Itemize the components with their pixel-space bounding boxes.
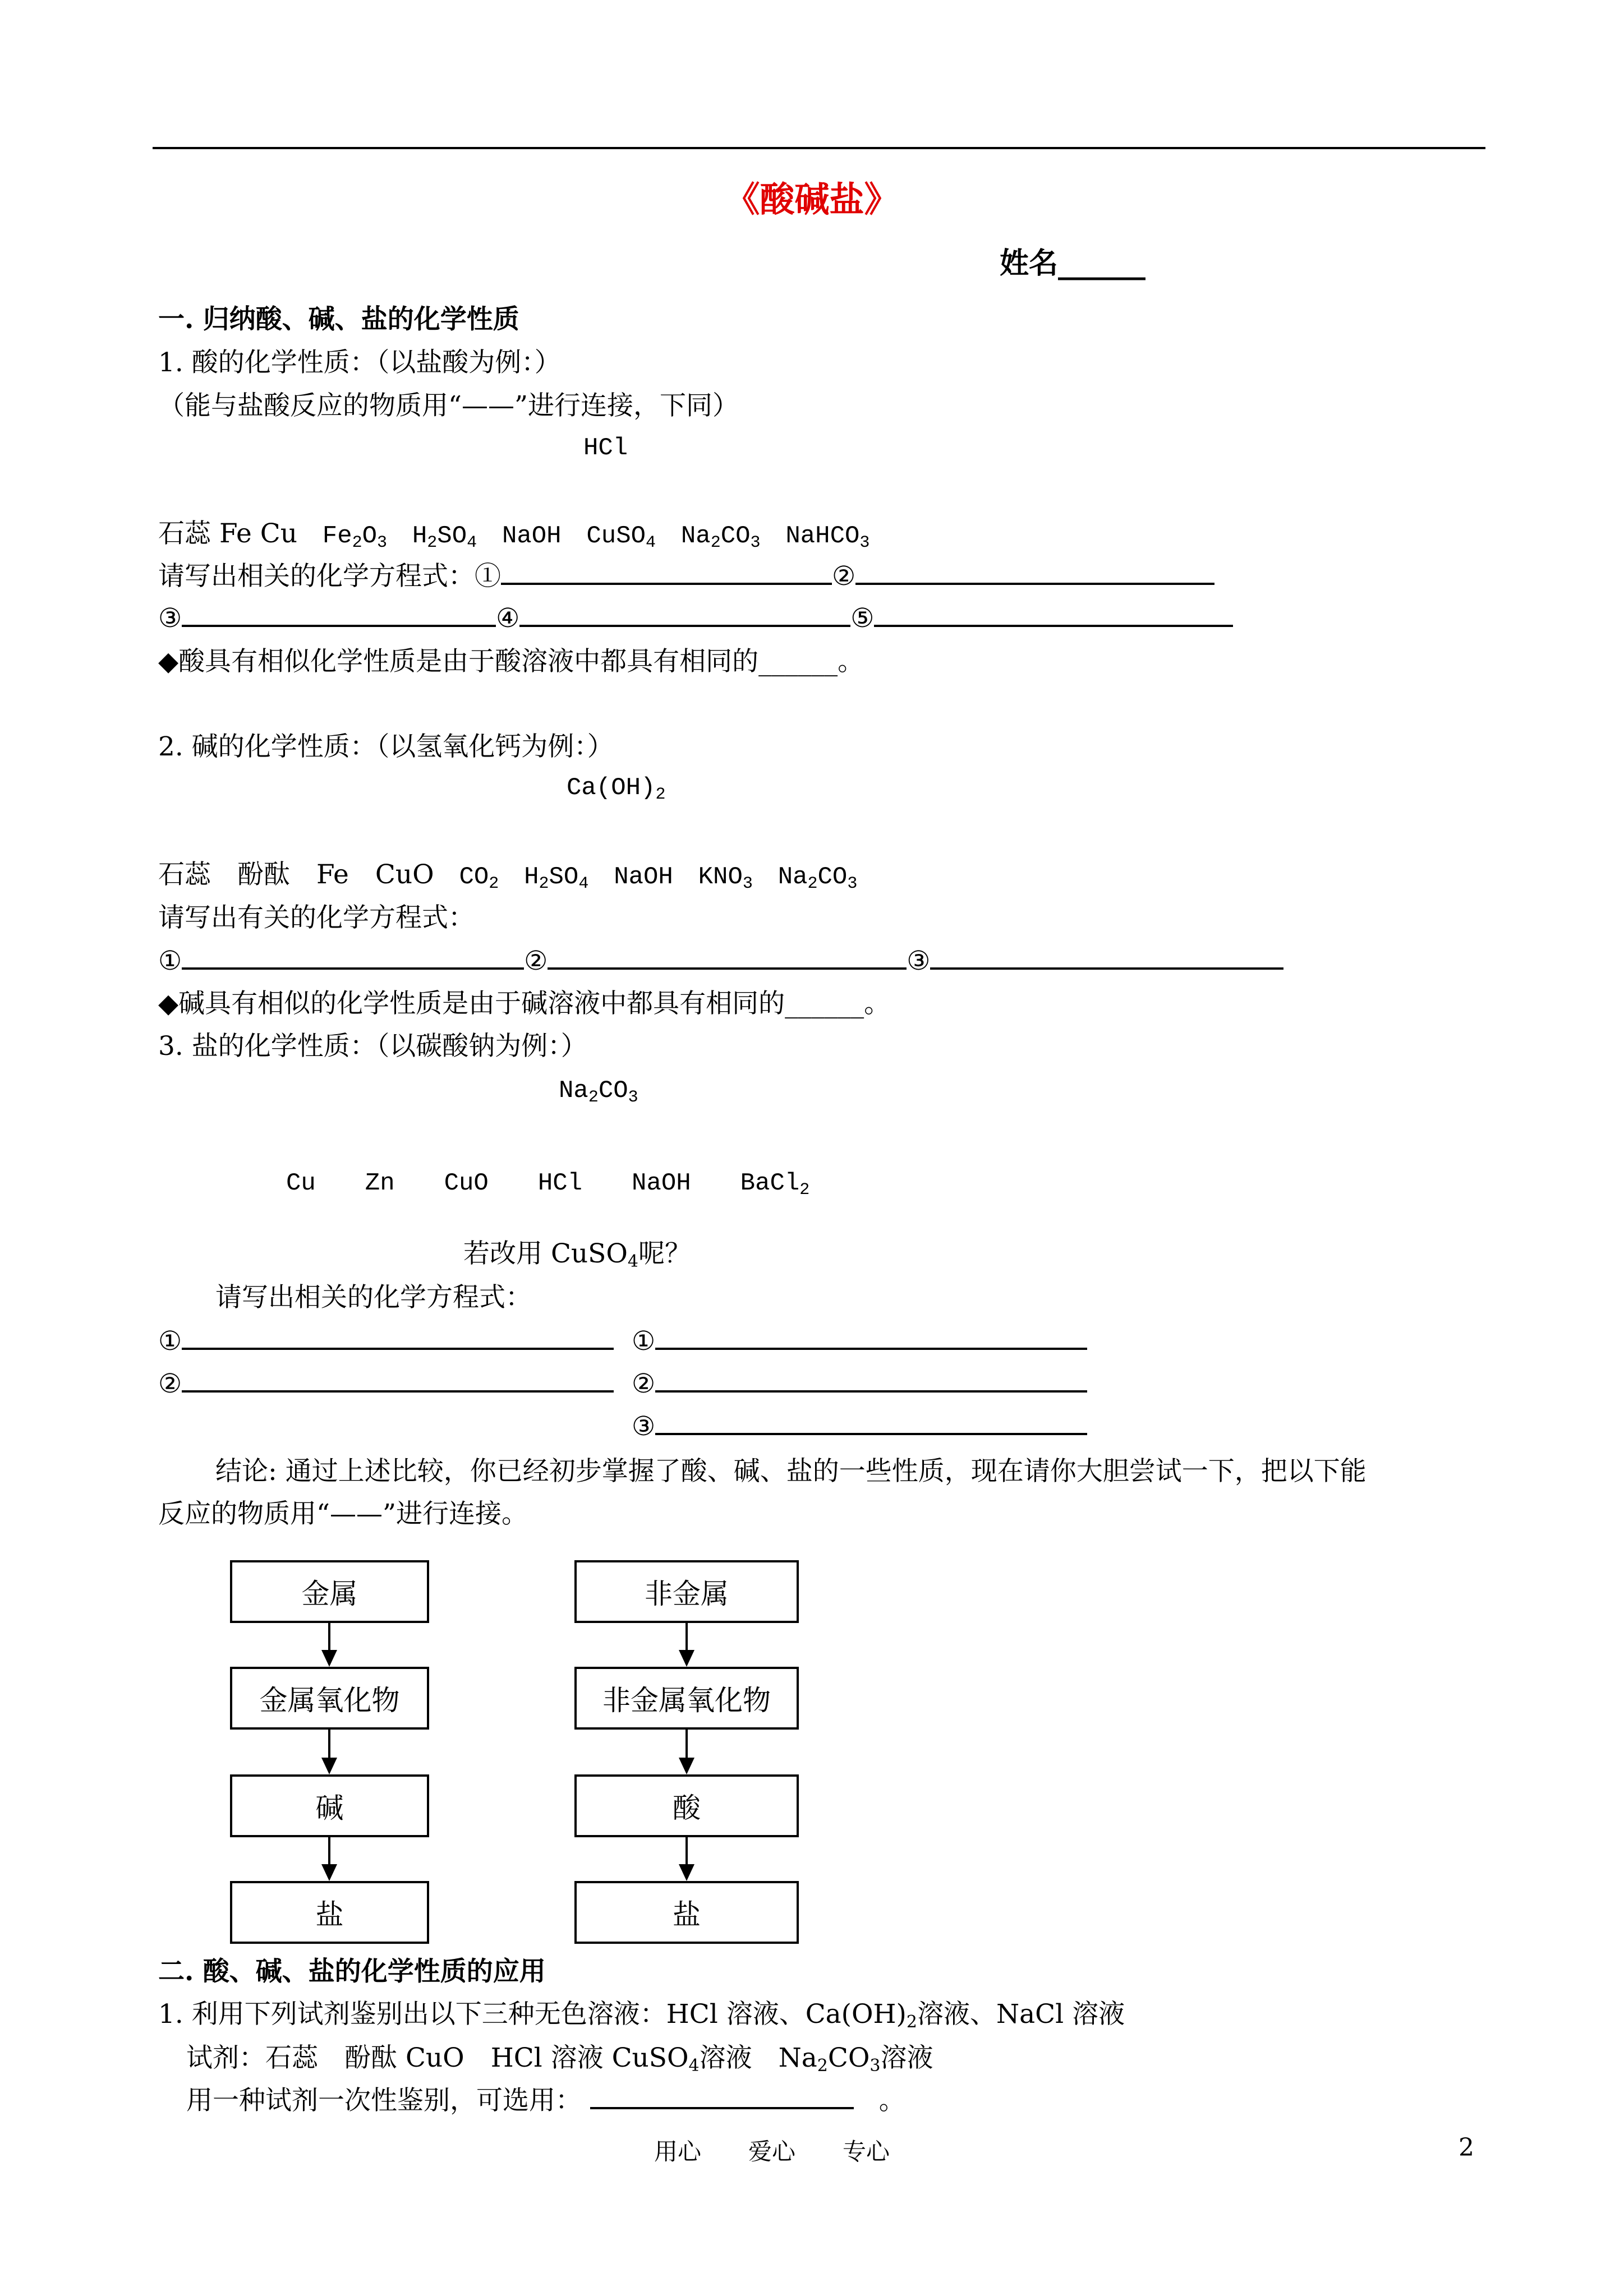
diagram-left-box-1: 金属 bbox=[230, 1560, 429, 1623]
formula-na2co3: $Na_2CO_3$ bbox=[680, 522, 761, 552]
conclusion-line-2: 反应的物质用“——”进行连接。 bbox=[158, 1499, 528, 1529]
acid-equations-row-2 bbox=[158, 602, 1233, 635]
diagram-right-arrowhead-2 bbox=[679, 1758, 694, 1774]
salt-items-row: Cu Zn CuO HCl NaOH BaCl$_2$ bbox=[286, 1169, 810, 1200]
diagram-right-box-3: 酸 bbox=[574, 1774, 799, 1837]
acid-mark-1: ① bbox=[475, 561, 501, 592]
base-blank-2[interactable] bbox=[548, 945, 907, 970]
formula-h2so4-b: $H_2SO_4$ bbox=[524, 863, 589, 893]
page-number: 2 bbox=[1459, 2133, 1474, 2162]
salt-question-pre: 若改用 CuSO bbox=[463, 1238, 628, 1269]
acid-note: （能与盐酸反应的物质用“——”进行连接，下同） bbox=[158, 390, 739, 421]
acid-blank-5[interactable] bbox=[874, 602, 1233, 627]
formula-kno3: $KNO_3$ bbox=[698, 863, 753, 893]
diagram-left-box-4: 盐 bbox=[230, 1881, 429, 1944]
salt-question: 若改用 CuSO$_4$呢？ bbox=[463, 1238, 691, 1271]
acid-mark-4: ④ bbox=[496, 603, 520, 634]
acid-mark-5: ⑤ bbox=[850, 603, 875, 634]
diagram-left-arrow-1 bbox=[328, 1623, 330, 1651]
diagram-left-arrowhead-2 bbox=[321, 1758, 337, 1774]
salt-equations-label: 请写出相关的化学方程式： bbox=[215, 1282, 532, 1313]
single-reagent-row bbox=[186, 2084, 905, 2118]
base-center-text: Ca(OH) bbox=[567, 774, 656, 802]
salt-heading: 3. 盐的化学性质：（以碳酸钠为例：） bbox=[158, 1031, 587, 1062]
acid-center-formula: HCl bbox=[583, 434, 628, 462]
header-rule bbox=[153, 147, 1485, 149]
section-2-heading: 二. 酸、碱、盐的化学性质的应用 bbox=[158, 1956, 546, 1987]
base-mark-2: ② bbox=[524, 946, 548, 976]
formula-co2: $CO_2$ bbox=[459, 863, 499, 893]
footer-motto: 用心 爱心 专心 bbox=[654, 2138, 890, 2165]
diagram-right-arrowhead-3 bbox=[679, 1864, 694, 1881]
formula-h2so4: $H_2SO_4$ bbox=[412, 522, 477, 552]
section-2-question-1: 1. 利用下列试剂鉴别出以下三种无色溶液：HCl 溶液、$Ca(OH)_2$溶液、NaCl 溶液 bbox=[158, 1999, 1125, 2032]
reagents-pre: 试剂：石蕊 酚酞 CuO HCl 溶液 CuSO bbox=[186, 2043, 689, 2073]
diagram-right-box-1: 非金属 bbox=[574, 1560, 799, 1623]
diagram-right-arrow-1 bbox=[686, 1623, 688, 1651]
acid-items-prefix: 石蕊 Fe Cu bbox=[158, 518, 297, 549]
salt-right-blank-2[interactable] bbox=[655, 1368, 1087, 1393]
base-blank-1[interactable] bbox=[182, 945, 524, 970]
q1-text-post: 溶液、NaCl 溶液 bbox=[917, 1999, 1125, 2030]
single-reagent-blank[interactable] bbox=[590, 2085, 854, 2109]
base-conclusion: ◆碱具有相似的化学性质是由于碱溶液中都具有相同的______。 bbox=[158, 988, 891, 1019]
salt-left-row-1 bbox=[158, 1325, 614, 1358]
reagents-row: 试剂：石蕊 酚酞 CuO HCl 溶液 CuSO$_4$溶液 $Na_2CO_3$溶液 bbox=[186, 2043, 933, 2076]
document-title: 《酸碱盐》 bbox=[725, 179, 899, 220]
conclusion-line-1: 结论: 通过上述比较，你已经初步掌握了酸、碱、盐的一些性质，现在请你大胆尝试一下，把以下能 bbox=[215, 1456, 1367, 1487]
acid-conclusion bbox=[158, 645, 864, 679]
salt-items-text: Cu Zn CuO HCl NaOH BaCl bbox=[286, 1169, 800, 1197]
salt-right-row-2 bbox=[632, 1367, 1087, 1401]
acid-conclusion-prefix: ◆酸 bbox=[158, 646, 205, 677]
acid-equations-row-1 bbox=[158, 560, 1214, 593]
diagram-left-box-3: 碱 bbox=[230, 1774, 429, 1837]
salt-right-row-1 bbox=[632, 1325, 1087, 1358]
diagram-left-arrowhead-1 bbox=[321, 1650, 337, 1667]
base-items-row bbox=[158, 858, 857, 894]
acid-blank-4[interactable] bbox=[519, 602, 850, 627]
diagram-left-arrow-2 bbox=[328, 1730, 330, 1759]
acid-blank-3[interactable] bbox=[182, 602, 496, 627]
salt-right-mark-1: ① bbox=[632, 1326, 656, 1357]
base-equations-label: 请写出有关的化学方程式： bbox=[158, 902, 475, 933]
salt-right-mark-3: ③ bbox=[632, 1411, 656, 1442]
name-field-label: 姓名______ bbox=[1000, 246, 1146, 280]
salt-left-blank-2[interactable] bbox=[182, 1368, 614, 1393]
base-blank-3[interactable] bbox=[930, 945, 1283, 970]
salt-left-blank-1[interactable] bbox=[182, 1325, 614, 1350]
diagram-right-arrow-2 bbox=[686, 1730, 688, 1759]
salt-question-post: 呢？ bbox=[638, 1238, 691, 1269]
diagram-right-box-2: 非金属氧化物 bbox=[574, 1667, 799, 1730]
single-reagent-period: 。 bbox=[878, 2085, 905, 2116]
reagents-post: 溶液 bbox=[880, 2043, 933, 2073]
acid-mark-3: ③ bbox=[158, 603, 182, 634]
formula-naoh: NaOH bbox=[502, 522, 562, 550]
acid-heading: 1. 酸的化学性质：（以盐酸为例：） bbox=[158, 347, 561, 378]
salt-left-mark-2: ② bbox=[158, 1368, 182, 1399]
formula-naoh-b: NaOH bbox=[614, 863, 673, 891]
acid-items-row bbox=[158, 517, 869, 553]
salt-right-row-3 bbox=[632, 1410, 1087, 1444]
formula-cuso4: CuSO$_4$ bbox=[586, 522, 656, 552]
acid-blank-2[interactable] bbox=[855, 560, 1214, 585]
salt-left-row-2 bbox=[158, 1367, 614, 1401]
q1-text-pre: 1. 利用下列试剂鉴别出以下三种无色溶液：HCl 溶液、Ca(OH) bbox=[158, 1999, 907, 2030]
base-items-prefix: 石蕊 酚酞 Fe CuO bbox=[158, 859, 434, 890]
base-equations-row bbox=[158, 944, 1283, 978]
diagram-left-box-2: 金属氧化物 bbox=[230, 1667, 429, 1730]
diagram-right-box-4: 盐 bbox=[574, 1881, 799, 1944]
acid-equations-label: 请写出相关的化学方程式： bbox=[158, 561, 475, 592]
diagram-right-arrowhead-1 bbox=[679, 1650, 694, 1667]
salt-right-blank-1[interactable] bbox=[655, 1325, 1087, 1350]
base-heading: 2. 碱的化学性质：（以氢氧化钙为例：） bbox=[158, 731, 614, 762]
diagram-left-arrow-3 bbox=[328, 1837, 330, 1865]
diagram-right-arrow-3 bbox=[686, 1837, 688, 1865]
reagents-mid: 溶液 Na bbox=[699, 2043, 817, 2073]
salt-right-blank-3[interactable] bbox=[655, 1410, 1087, 1435]
section-1-heading: 一. 归纳酸、碱、盐的化学性质 bbox=[158, 304, 519, 335]
acid-blank-1[interactable] bbox=[501, 560, 832, 585]
salt-left-mark-1: ① bbox=[158, 1326, 182, 1357]
formula-fe2o3: $Fe_2O_3$ bbox=[322, 522, 388, 552]
salt-center-formula: $Na_2CO_3$ bbox=[559, 1077, 638, 1107]
single-reagent-label: 用一种试剂一次性鉴别，可选用： bbox=[186, 2085, 582, 2116]
base-mark-3: ③ bbox=[907, 946, 931, 976]
formula-nahco3: NaHCO$_3$ bbox=[785, 522, 870, 552]
acid-conclusion-text: 具有相似化学性质是由于酸溶液中都具有相同的______。 bbox=[205, 646, 864, 677]
salt-right-mark-2: ② bbox=[632, 1368, 656, 1399]
base-mark-1: ① bbox=[158, 946, 182, 976]
diagram-left-arrowhead-3 bbox=[321, 1864, 337, 1881]
base-center-formula: $Ca(OH)_2$ bbox=[567, 774, 666, 804]
acid-mark-2: ② bbox=[832, 561, 856, 592]
formula-na2co3-b: $Na_2CO_3$ bbox=[778, 863, 858, 893]
